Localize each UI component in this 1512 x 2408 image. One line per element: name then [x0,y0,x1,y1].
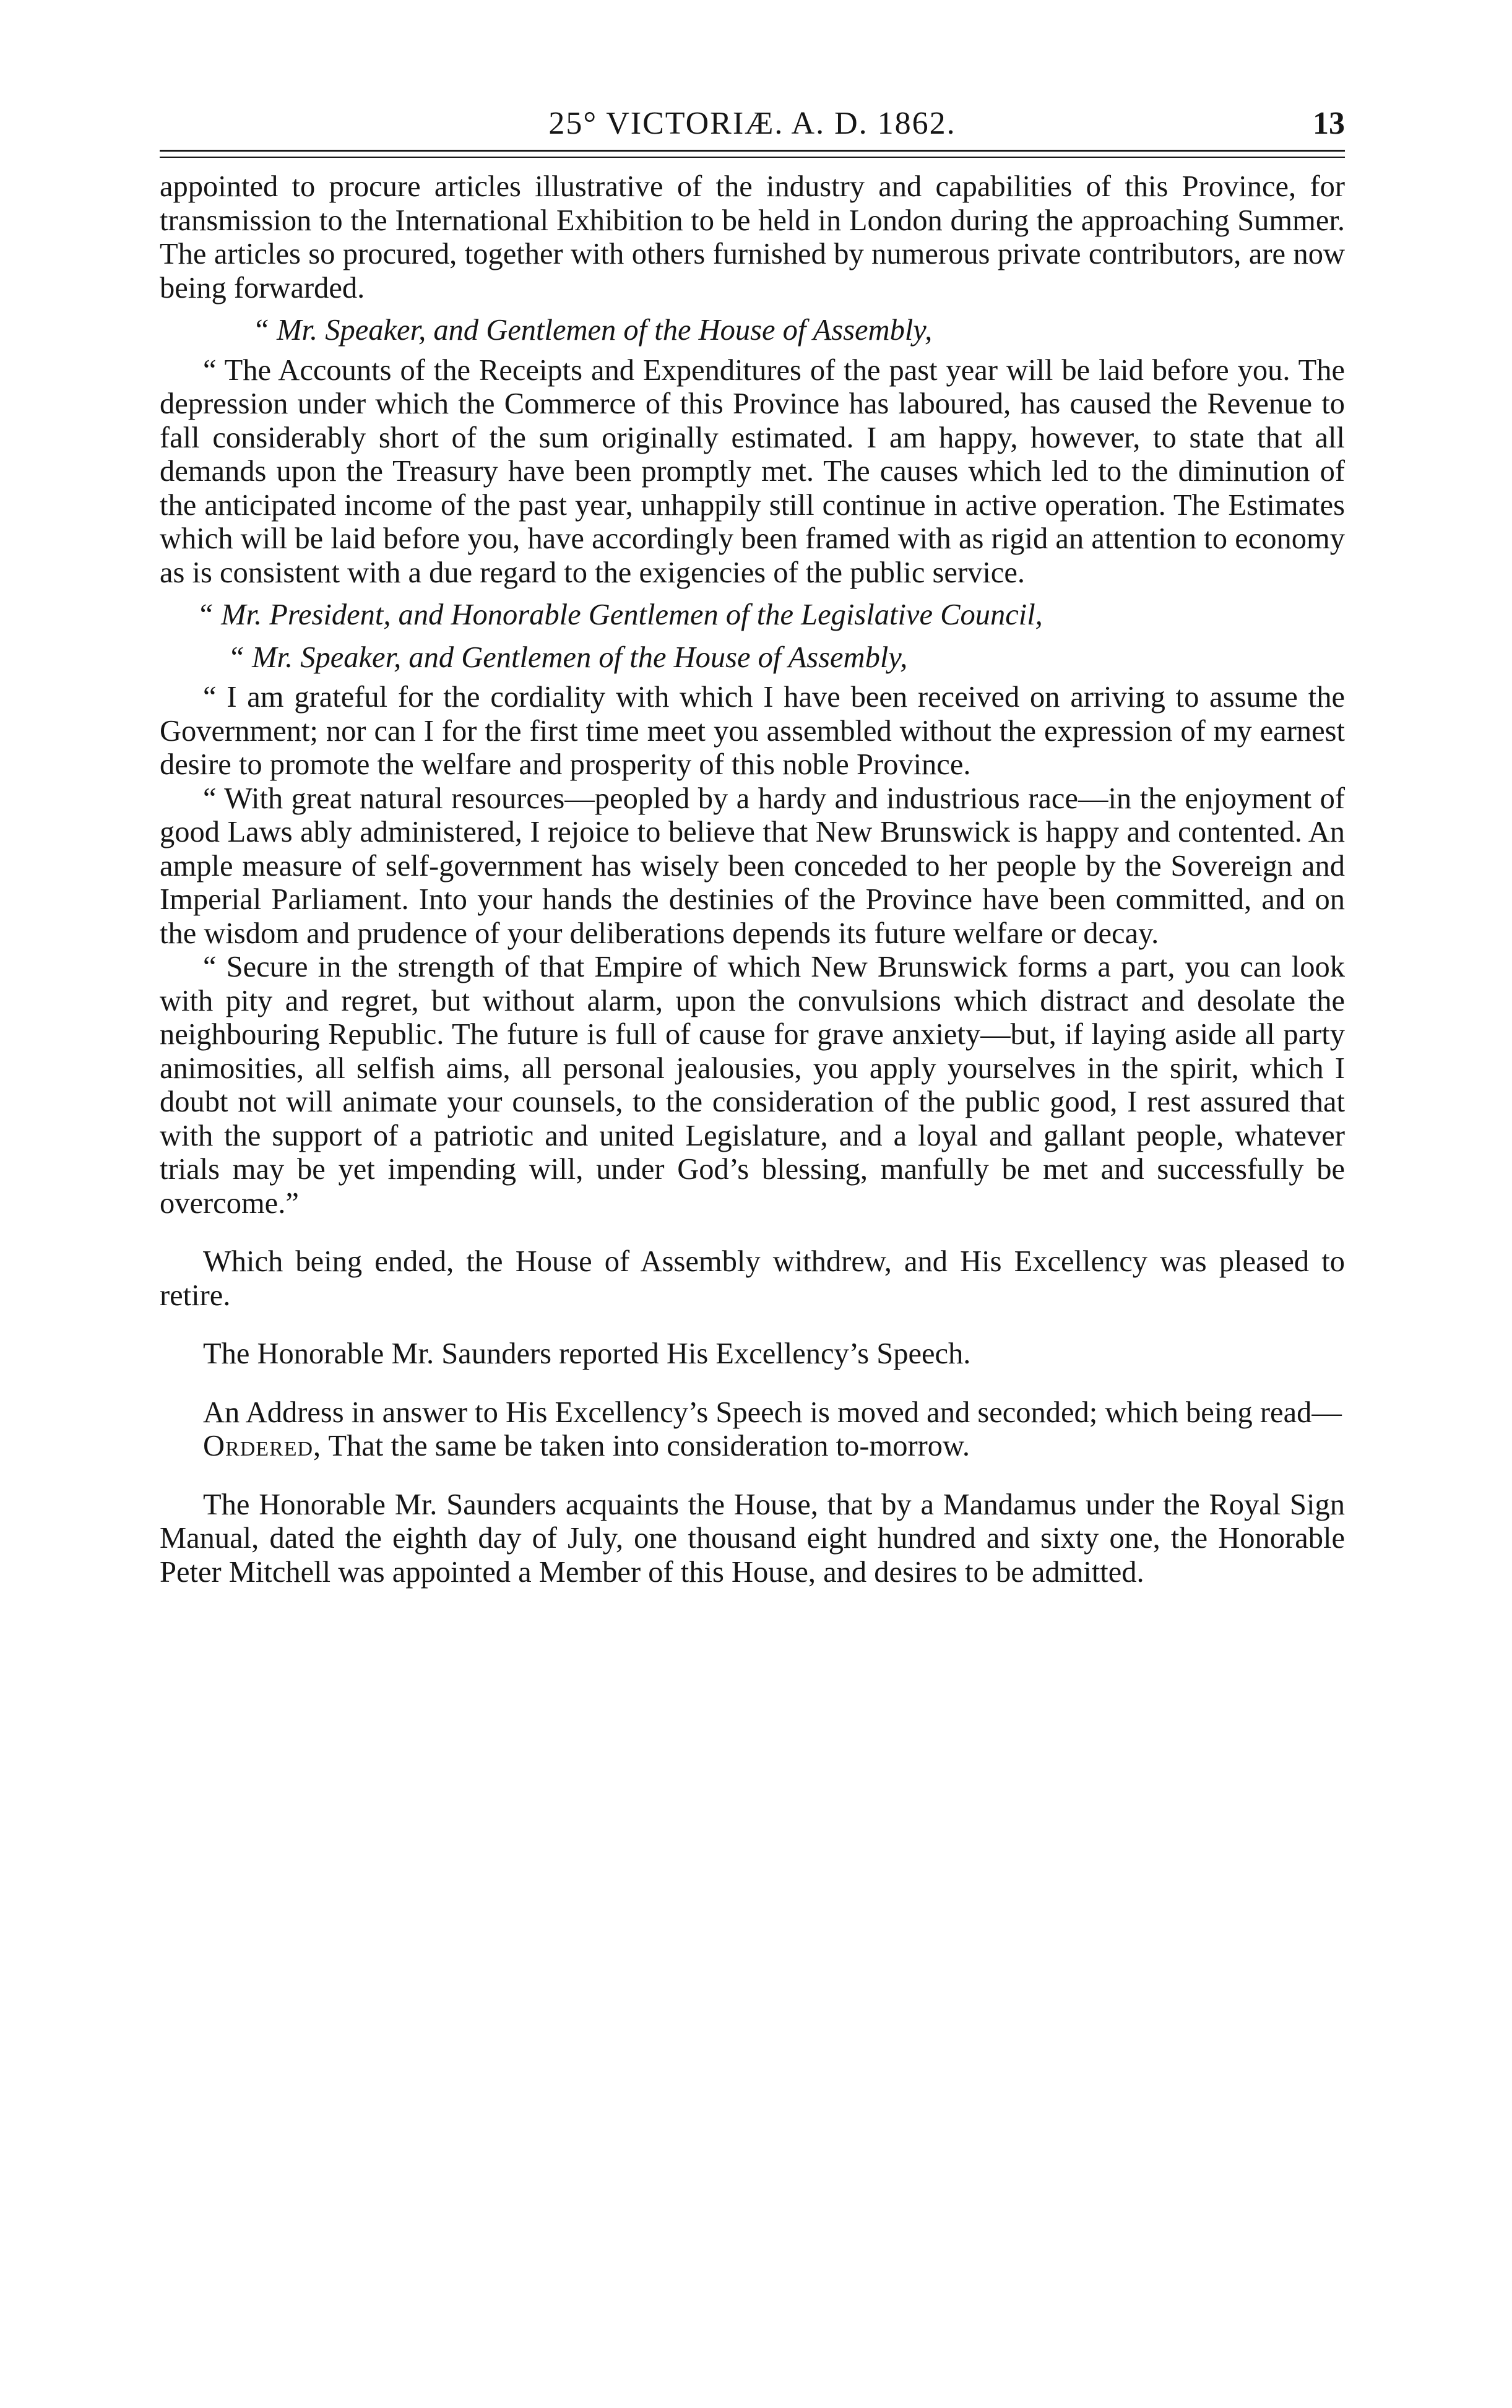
paragraph-speech-reported: The Honorable Mr. Saunders reported His Excellency’s Speech. [203,1337,971,1370]
paragraph-exhibition: appointed to procure articles illustrative of the industry and capabilities of this Province, for transmission to the International Exhibition to be held in London during the approaching Summer. The articles so procured, together with others furnished by numerous private contributors, are now being forwarded. [160,170,1345,304]
running-head: 25° VICTORIÆ. A. D. 1862. [548,106,956,141]
address-assembly-heading-2: “ Mr. Speaker, and Gentlemen of the House of Assembly, [228,641,908,674]
page-header [160,93,1345,150]
header-rule-thin [160,157,1345,158]
paragraph-empire: “ Secure in the strength of that Empire of which New Brunswick forms a part, you can look with pity and regret, but without alarm, upon the convulsions which distract and desolate the neighbouring Republic. The future is full of cause for grave anxiety—but, if laying aside all party animosities, all selfish aims, all personal jealousies, you apply yourselves in the spirit, which I doubt not will animate your counsels, to the consideration of the public good, I rest assured that with the support of a patriotic and united Legislature, and a loyal and gallant people, whatever trials may be yet impending will, under God’s blessing, manfully be met and successfully be overcome.” [160,951,1345,1220]
paragraph-gratitude: “ I am grateful for the cordiality with which I have been received on arriving to assume the Government; nor can I for the first time meet you assembled without the expression of my earnest desire to promote the welfare and prosperity of this noble Province. [160,681,1345,781]
header-rule-thick [160,150,1345,152]
ordered-label: Ordered, [203,1430,322,1462]
page-number: 13 [1313,106,1345,141]
paragraph-ordered [160,1430,1345,1464]
address-assembly-heading: “ Mr. Speaker, and Gentlemen of the House of Assembly, [253,314,933,347]
page-body [160,170,1345,1589]
paragraph-accounts: “ The Accounts of the Receipts and Expenditures of the past year will be laid before you. The depression under which the Commerce of this Province has laboured, has caused the Revenue to fall considerably short of the sum originally estimated. I am happy, however, to state that all demands upon the Treasury have been promptly met. The causes which led to the diminution of the anticipated income of the past year, unhappily still continue in active operation. The Estimates which will be laid before you, have accordingly been framed with as rigid an attention to economy as is consistent with a due regard to the exigencies of the public service. [160,353,1345,589]
address-council-heading: “ Mr. President, and Honorable Gentlemen of the Legislative Council, [197,598,1043,631]
paragraph-mandamus: The Honorable Mr. Saunders acquaints the House, that by a Mandamus under the Royal Sign Manual, dated the eighth day of July, one thousand eight hundred and sixty one, the Honorable Peter Mitchell was appointed a Member of this House, and desires to be admitted. [160,1488,1345,1589]
paragraph-withdrawal: Which being ended, the House of Assembly withdrew, and His Excellency was pleased to retire. [160,1245,1345,1312]
paragraph-address-moved: An Address in answer to His Excellency’s Speech is moved and seconded; which being read— [203,1396,1342,1429]
ordered-text: That the same be taken into consideration to-morrow. [321,1430,970,1462]
journal-page [160,93,1345,2321]
paragraph-resources: “ With great natural resources—peopled by a hardy and industrious race—in the enjoyment of good Laws ably administered, I rejoice to believe that New Brunswick is happy and contented. An ample measure of self-government has wisely been conceded to her people by the Sovereign and Imperial Parliament. Into your hands the destinies of the Province have been committed, and on the wisdom and prudence of your deliberations depends its future welfare or decay. [160,782,1345,950]
